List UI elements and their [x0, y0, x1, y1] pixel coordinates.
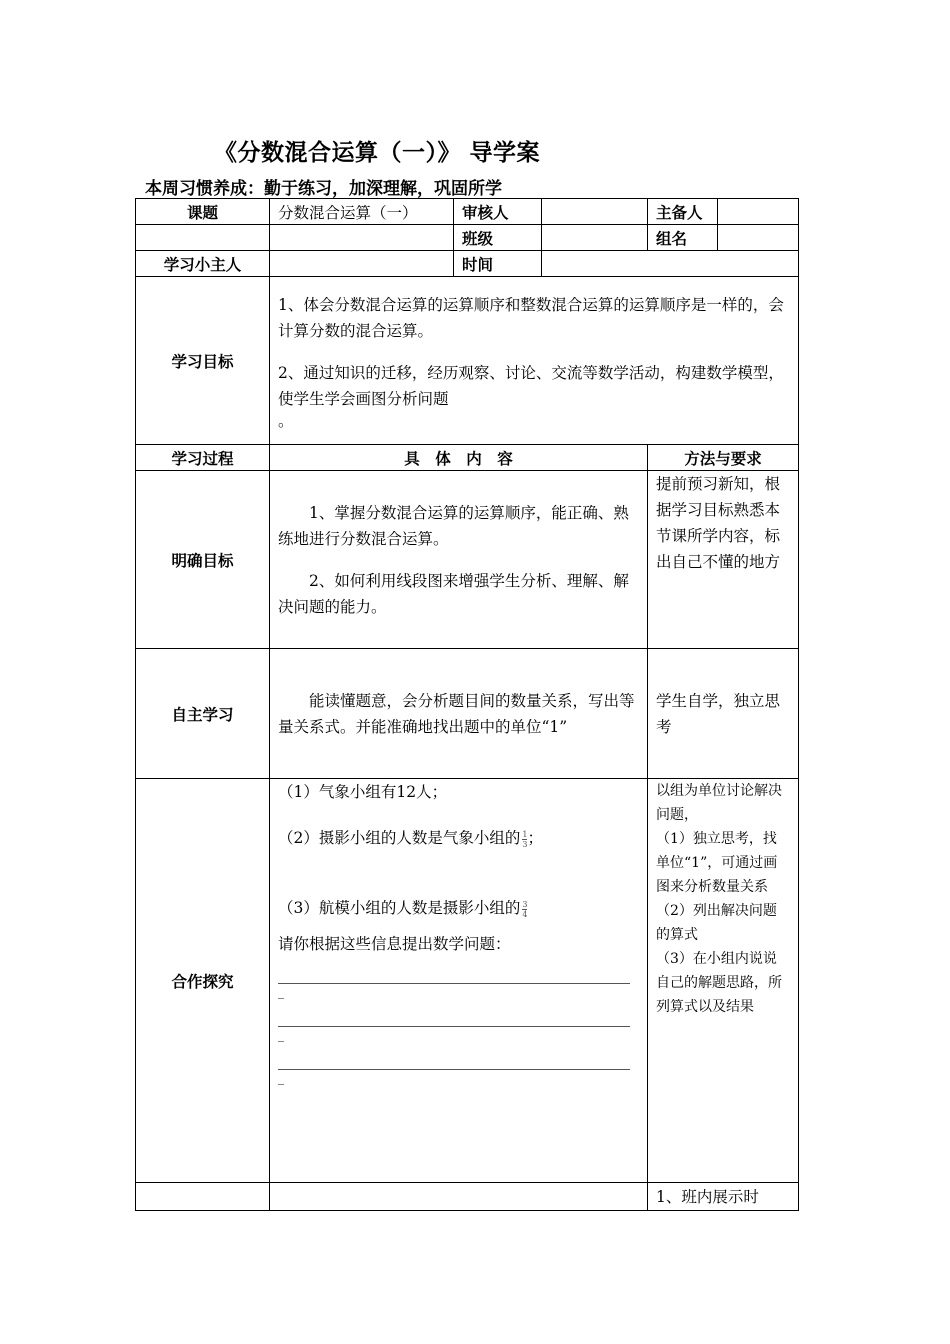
method-text: （2）列出解决问题的算式 — [656, 903, 777, 943]
empty-cell — [136, 1183, 270, 1211]
stage-content — [270, 471, 648, 649]
stage-text: （3）航模小组的人数是摄影小组的 — [278, 899, 521, 917]
stage-label: 自主学习 — [136, 649, 270, 779]
empty-cell — [136, 225, 270, 251]
stage-paragraph: 2、如何利用线段图来增强学生分析、理解、解决问题的能力。 — [278, 571, 629, 616]
class-label: 班级 — [454, 225, 542, 251]
stage-paragraph — [278, 895, 639, 921]
page-title: 《分数混合运算（一）》 导学案 — [214, 140, 541, 166]
preparer-value[interactable] — [718, 199, 799, 225]
group-value[interactable] — [718, 225, 799, 251]
process-column-header: 学习过程 — [136, 445, 270, 471]
student-leader-value[interactable] — [270, 251, 454, 277]
time-value[interactable] — [542, 251, 799, 277]
header-row-3 — [136, 251, 799, 277]
content-column-header: 具 体 内 容 — [270, 445, 648, 471]
answer-line[interactable] — [278, 1004, 630, 1027]
stage-row — [136, 779, 799, 1183]
stage-text: （2）摄影小组的人数是气象小组的 — [278, 829, 521, 847]
class-value[interactable] — [542, 225, 648, 251]
empty-cell — [270, 225, 454, 251]
stage-content — [270, 779, 648, 1183]
answer-line-tail: _ — [278, 985, 284, 999]
stage-paragraph: （2）摄影小组的人数是气象小组的 $\frac{1}{3}$ ； — [278, 829, 543, 849]
method-text: 提前预习新知，根据学习目标熟悉本节课所学内容，标出自己不懂的地方 — [656, 475, 781, 571]
reviewer-label: 审核人 — [454, 199, 542, 225]
method-text: 以组为单位讨论解决问题， — [656, 783, 782, 823]
preparer-label: 主备人 — [648, 199, 718, 225]
stage-paragraph: 1、掌握分数混合运算的运算顺序，能正确、熟练地进行分数混合运算。 — [278, 503, 629, 548]
student-leader-label: 学习小主人 — [136, 251, 270, 277]
stage-method — [648, 1183, 799, 1211]
goals-content — [270, 277, 799, 445]
column-header-row — [136, 445, 799, 471]
goal-item-1: 1、体会分数混合运算的运算顺序和整数混合运算的运算顺序是一样的，会计算分数的混合运算。 — [278, 295, 784, 340]
stage-method — [648, 471, 799, 649]
topic-label: 课题 — [136, 199, 270, 225]
stage-method — [648, 649, 799, 779]
header-row-2 — [136, 225, 799, 251]
group-label: 组名 — [648, 225, 718, 251]
stage-paragraph: 请你根据这些信息提出数学问题： — [278, 935, 511, 953]
answer-line-tail: _ — [278, 1071, 284, 1085]
answer-line[interactable] — [278, 1047, 630, 1070]
stage-row — [136, 471, 799, 649]
goals-row — [136, 277, 799, 445]
topic-value: 分数混合运算（一） — [270, 199, 454, 225]
stage-content — [270, 649, 648, 779]
goals-label: 学习目标 — [136, 277, 270, 445]
goal-item-2: 2、通过知识的迁移，经历观察、讨论、交流等数学活动，构建数学模型，使学生学会画图分析问题 — [278, 363, 784, 408]
stage-method — [648, 779, 799, 1183]
fraction-three-fourths: $\frac{3}{4}$ — [522, 899, 528, 919]
stage-label: 明确目标 — [136, 471, 270, 649]
empty-cell — [270, 1183, 648, 1211]
goal-item-2-tail: 。 — [278, 411, 294, 430]
stage-row — [136, 1183, 799, 1211]
time-label: 时间 — [454, 251, 542, 277]
method-text: 学生自学，独立思考 — [656, 691, 781, 736]
method-text: 1、班内展示时 — [656, 1187, 759, 1206]
method-column-header: 方法与要求 — [648, 445, 799, 471]
lesson-plan-table — [135, 198, 799, 1211]
method-text: （3）在小组内说说自己的解题思路，所列算式以及结果 — [656, 951, 782, 1015]
header-row-1 — [136, 199, 799, 225]
fraction-one-third: $\frac{1}{3}$ — [522, 829, 528, 849]
method-text: （1）独立思考，找单位“1”，可通过画图来分析数量关系 — [656, 831, 778, 895]
answer-line-tail: _ — [278, 1028, 284, 1042]
stage-paragraph: 能读懂题意，会分析题目间的数量关系，写出等量关系式。并能准确地找出题中的单位“1” — [278, 691, 635, 736]
stage-row — [136, 649, 799, 779]
weekly-habit: 本周习惯养成：勤于练习，加深理解，巩固所学 — [145, 179, 502, 199]
reviewer-value[interactable] — [542, 199, 648, 225]
stage-label: 合作探究 — [136, 779, 270, 1183]
answer-line[interactable] — [278, 961, 630, 984]
stage-paragraph: （1）气象小组有12人； — [278, 783, 448, 801]
